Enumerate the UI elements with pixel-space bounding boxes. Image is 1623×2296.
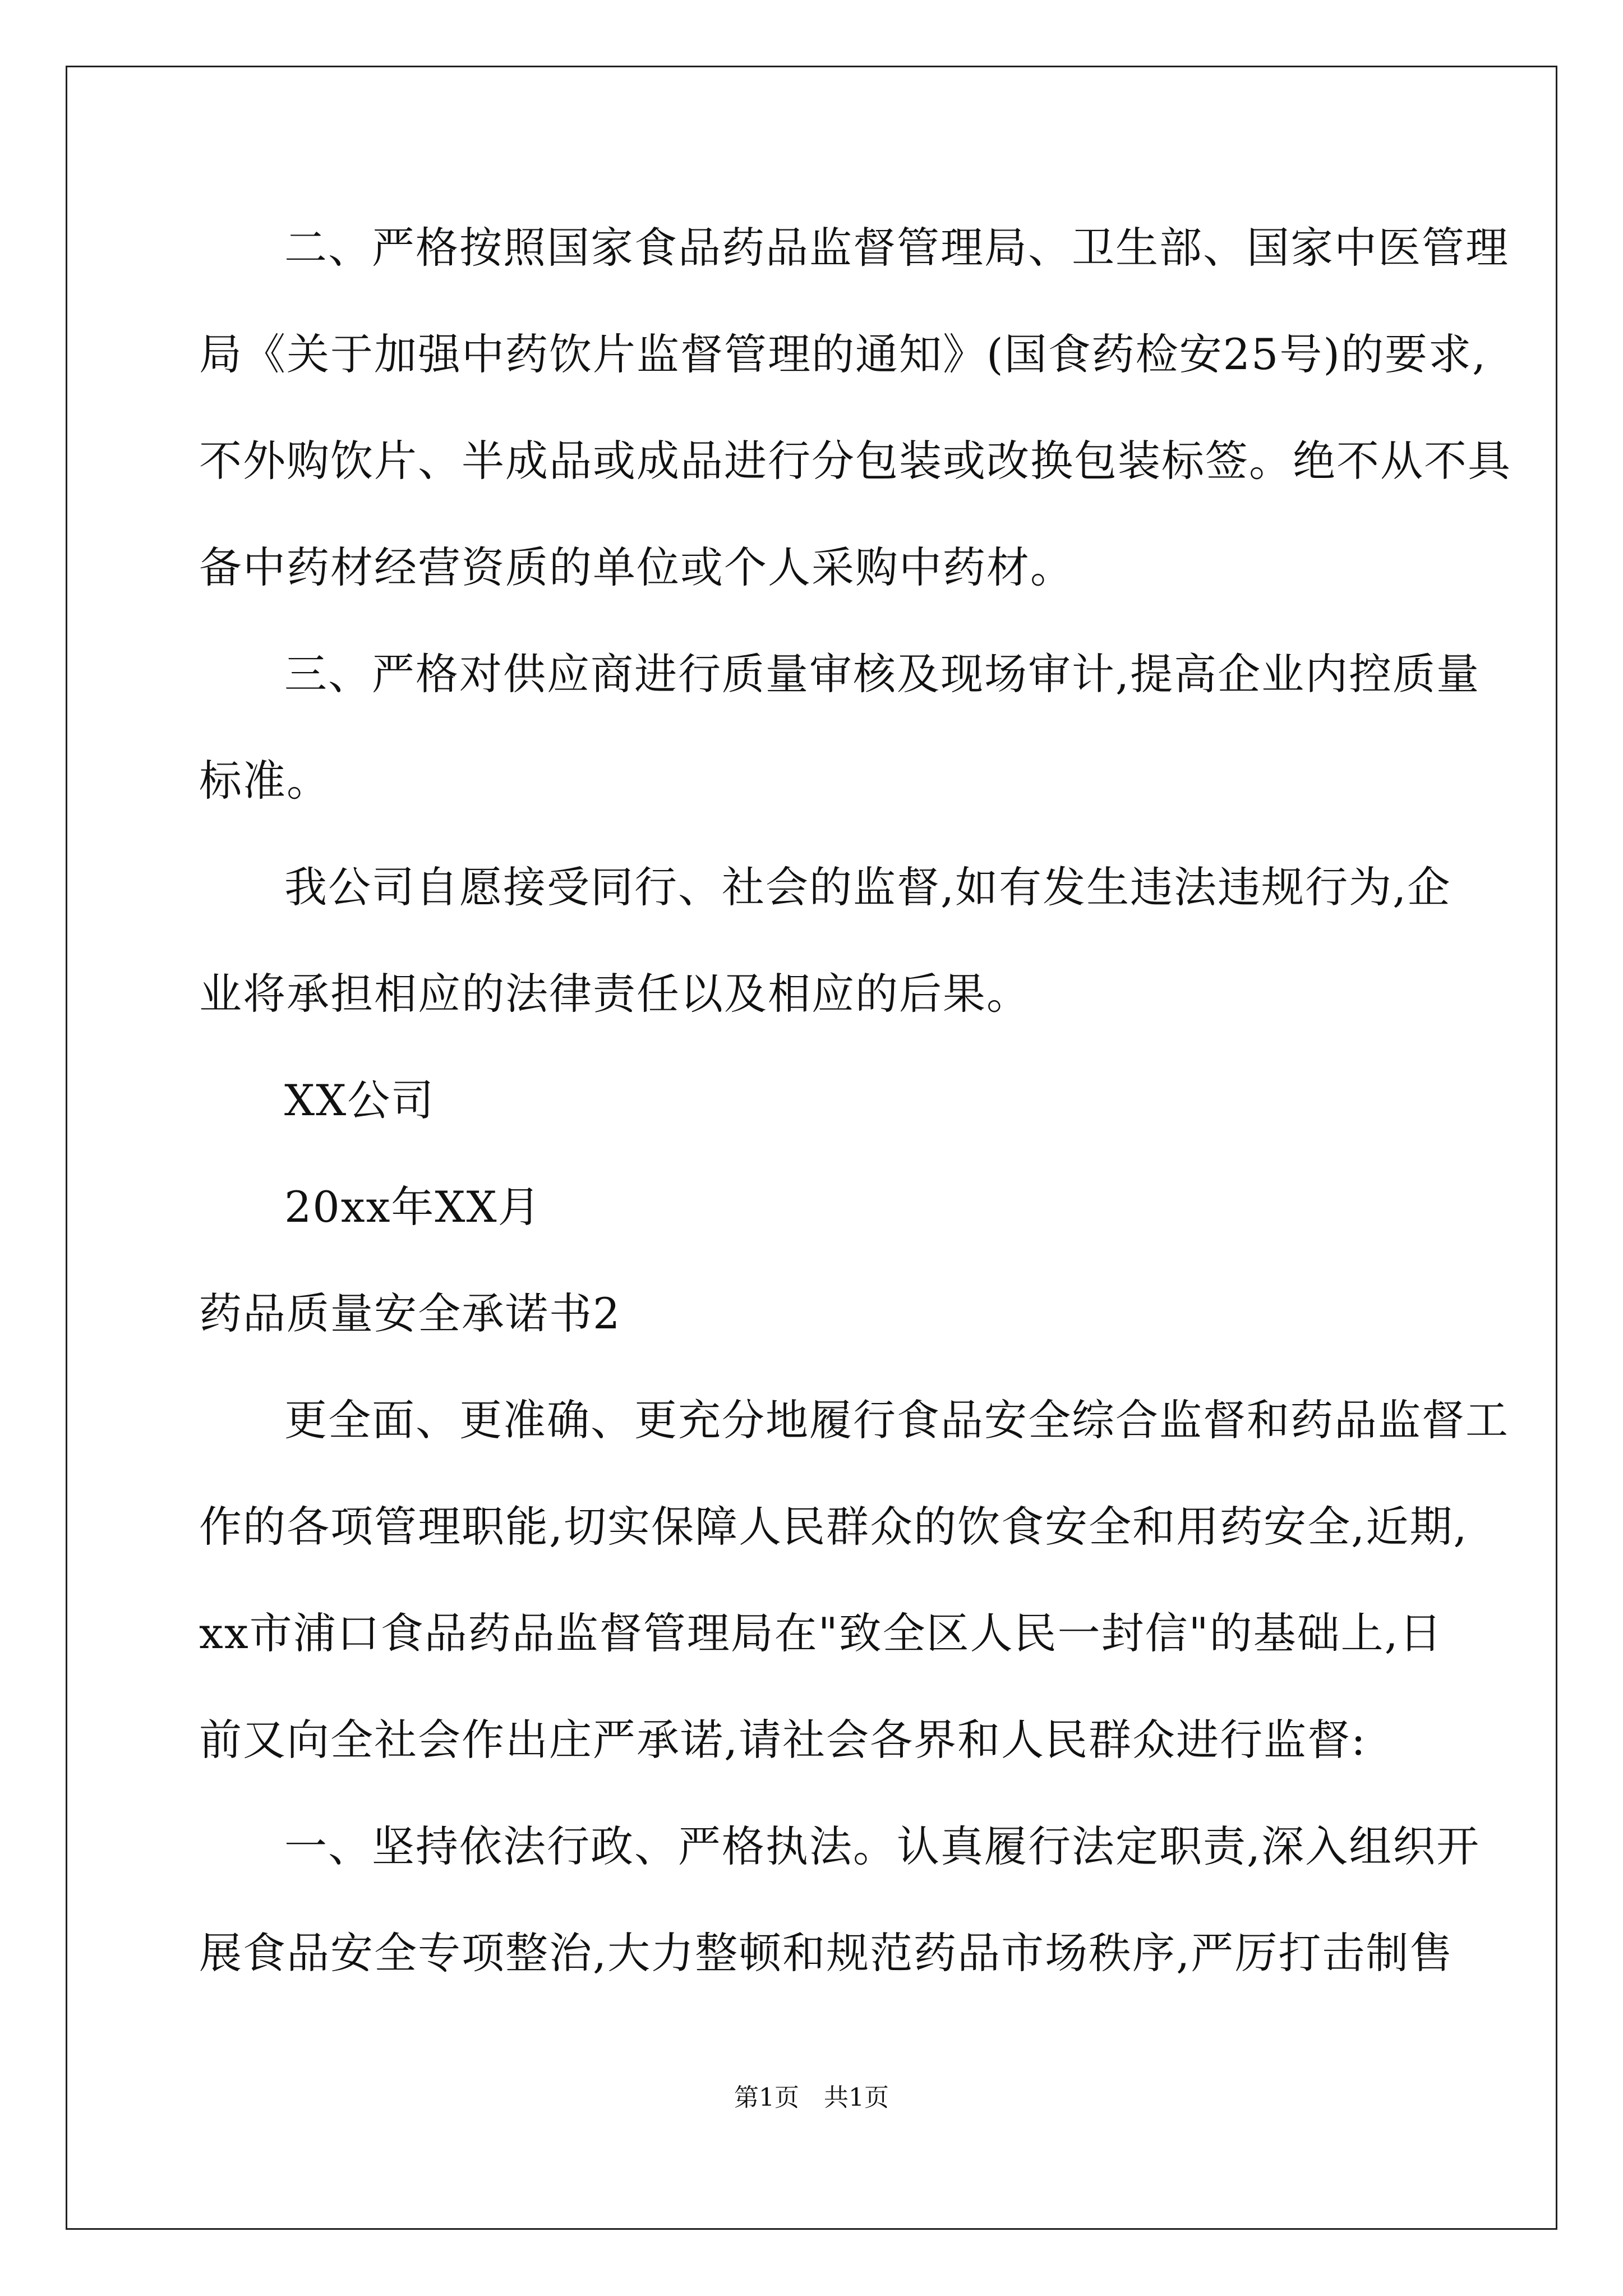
signature-date: 20xx年XX月: [284, 1182, 542, 1232]
signature-company: XX公司: [284, 1075, 435, 1125]
paragraph-line: 备中药材经营资质的单位或个人采购中药材。: [199, 542, 1074, 592]
paragraph-line: 标准。: [199, 756, 330, 806]
paragraph-line: 局《关于加强中药饮片监督管理的通知》(国食药检安25号)的要求,: [199, 329, 1487, 379]
section-title: 药品质量安全承诺书2: [199, 1289, 621, 1338]
paragraph-line: 一、坚持依法行政、严格执法。认真履行法定职责,深入组织开: [284, 1821, 1481, 1871]
paragraph-line: 二、严格按照国家食品药品监督管理局、卫生部、国家中医管理: [284, 223, 1509, 273]
paragraph-line: xx市浦口食品药品监督管理局在"致全区人民一封信"的基础上,日: [199, 1608, 1443, 1658]
page-frame: [66, 66, 1557, 2230]
paragraph-line: 三、严格对供应商进行质量审核及现场审计,提高企业内控质量: [284, 649, 1481, 699]
paragraph-line: 展食品安全专项整治,大力整顿和规范药品市场秩序,严厉打击制售: [199, 1928, 1454, 1978]
page-number-total: 共1页: [824, 2083, 889, 2112]
paragraph-line: 不外购饮片、半成品或成品进行分包装或改换包装标签。绝不从不具: [199, 436, 1511, 486]
paragraph-line: 我公司自愿接受同行、社会的监督,如有发生违法违规行为,企: [284, 862, 1451, 912]
page-footer: [0, 2081, 1623, 2115]
paragraph-line: 前又向全社会作出庄严承诺,请社会各界和人民群众进行监督:: [199, 1715, 1367, 1765]
paragraph-line: 更全面、更准确、更充分地履行食品安全综合监督和药品监督工: [284, 1395, 1509, 1445]
page-number-current: 第1页: [734, 2083, 799, 2112]
paragraph-line: 作的各项管理职能,切实保障人民群众的饮食安全和用药安全,近期,: [199, 1502, 1468, 1552]
paragraph-line: 业将承担相应的法律责任以及相应的后果。: [199, 969, 1030, 1019]
